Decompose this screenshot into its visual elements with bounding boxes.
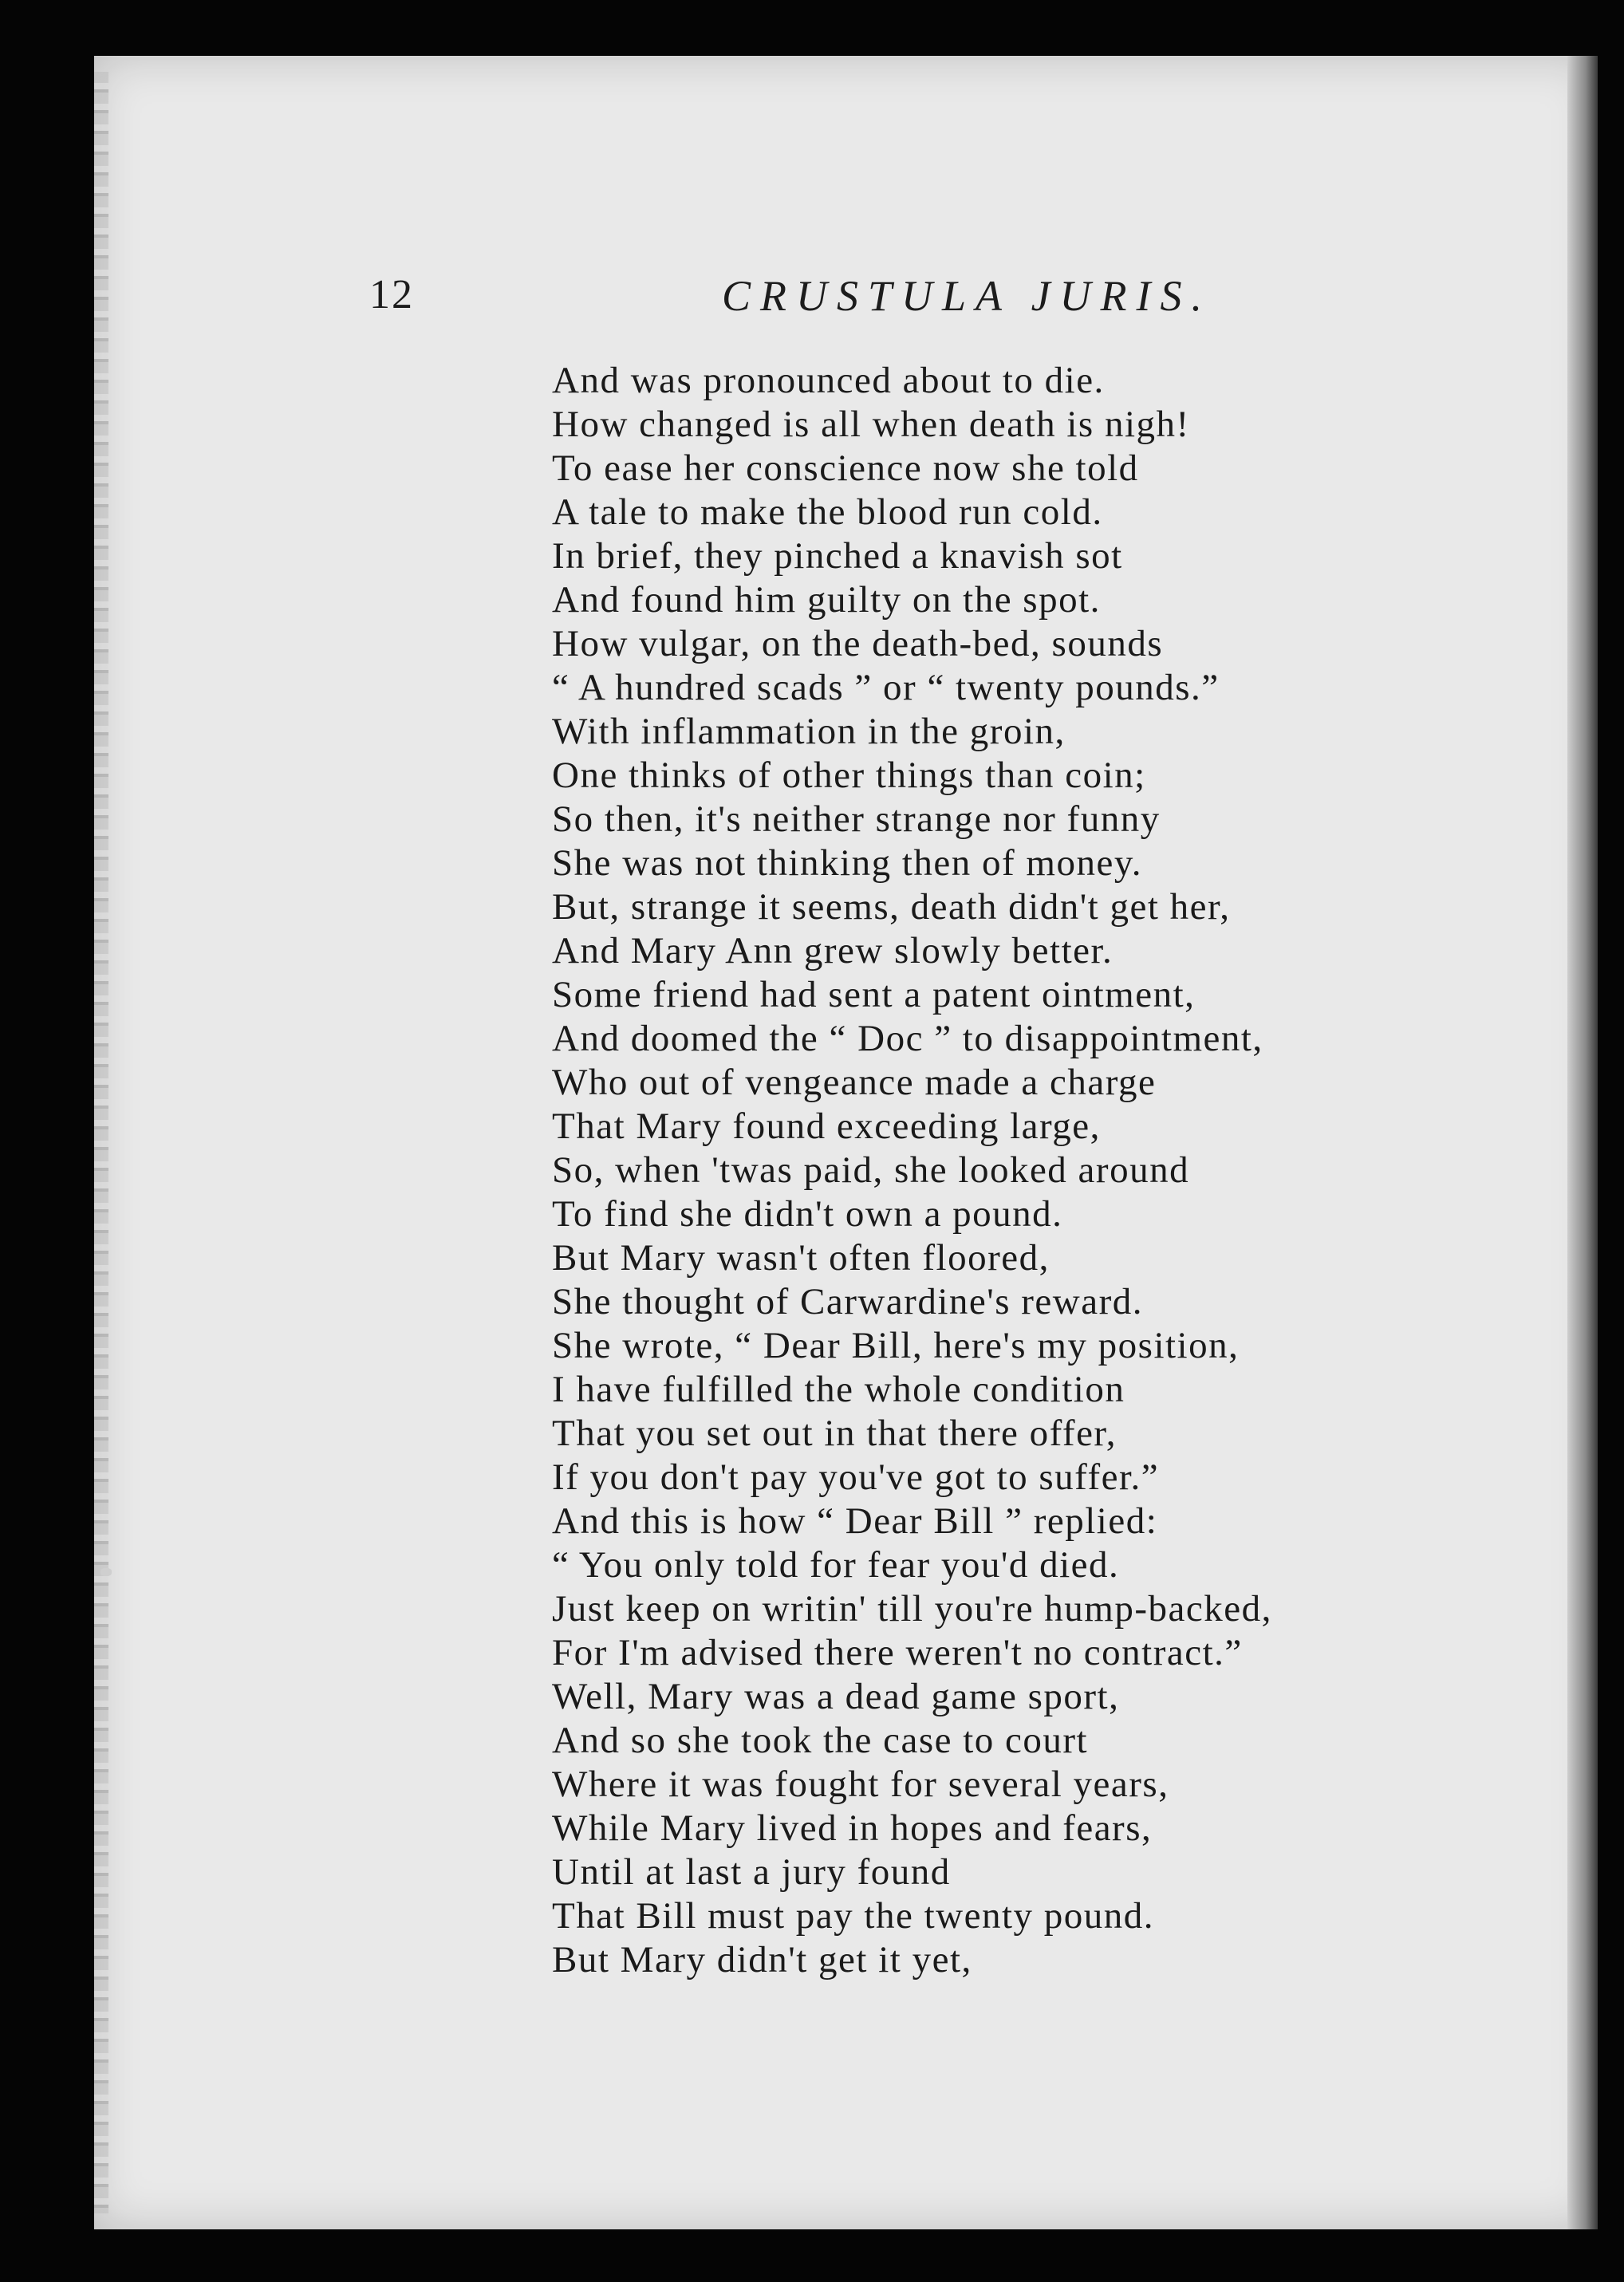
poem-line: And this is how “ Dear Bill ” replied: (552, 1500, 1158, 1542)
poem-line: And was pronounced about to die. (552, 360, 1105, 401)
poem-line: In brief, they pinched a knavish sot (552, 535, 1123, 577)
poem-line: And so she took the case to court (552, 1720, 1089, 1761)
poem-line: A tale to make the blood run cold. (552, 491, 1103, 533)
page-edge-left (94, 72, 108, 2213)
poem-line: She was not thinking then of money. (552, 842, 1143, 884)
page-header (94, 271, 1598, 343)
poem-line: She wrote, “ Dear Bill, here's my position, (552, 1325, 1240, 1366)
page-number: 12 (369, 272, 414, 317)
poem-line: That Bill must pay the twenty pound. (552, 1895, 1155, 1937)
poem-line: “ A hundred scads ” or “ twenty pounds.” (552, 667, 1220, 708)
poem-line: I have fulfilled the whole condition (552, 1369, 1125, 1410)
poem-line: Where it was fought for several years, (552, 1764, 1169, 1805)
poem-line: That Mary found exceeding large, (552, 1106, 1101, 1147)
poem-line: Some friend had sent a patent ointment, (552, 974, 1196, 1015)
poem-line: But, strange it seems, death didn't get her, (552, 886, 1231, 928)
poem-line: And Mary Ann grew slowly better. (552, 930, 1114, 972)
poem-line: But Mary didn't get it yet, (552, 1939, 972, 1980)
poem-line: So, when 'twas paid, she looked around (552, 1149, 1190, 1191)
poem-line: Until at last a jury found (552, 1851, 951, 1893)
poem-line: She thought of Carwardine's reward. (552, 1281, 1143, 1322)
poem-line: For I'm advised there weren't no contract.” (552, 1632, 1243, 1673)
scan-speck (101, 1568, 112, 1576)
poem-line: Just keep on writin' till you're hump-backed, (552, 1588, 1272, 1630)
poem-line: To find she didn't own a pound. (552, 1193, 1063, 1235)
poem-line: Who out of vengeance made a charge (552, 1062, 1157, 1103)
poem-line: If you don't pay you've got to suffer.” (552, 1456, 1160, 1498)
poem-line: “ You only told for fear you'd died. (552, 1544, 1120, 1586)
poem-text (552, 359, 1272, 1982)
poem-line: One thinks of other things than coin; (552, 755, 1146, 796)
poem-line: And found him guilty on the spot. (552, 579, 1101, 621)
poem-line: So then, it's neither strange nor funny (552, 798, 1161, 840)
poem-line: That you set out in that there offer, (552, 1413, 1117, 1454)
running-title: CRUSTULA JURIS. (722, 272, 1212, 320)
poem-line: How changed is all when death is nigh! (552, 404, 1190, 445)
poem-line: With inflammation in the groin, (552, 711, 1066, 752)
poem-line: Well, Mary was a dead game sport, (552, 1676, 1120, 1717)
poem-line: And doomed the “ Doc ” to disappointment, (552, 1018, 1263, 1059)
poem-line: While Mary lived in hopes and fears, (552, 1807, 1153, 1849)
book-page (94, 56, 1598, 2229)
page-edge-right (1567, 56, 1598, 2229)
poem-line: To ease her conscience now she told (552, 447, 1139, 489)
poem-line: But Mary wasn't often floored, (552, 1237, 1050, 1279)
poem-line: How vulgar, on the death-bed, sounds (552, 623, 1164, 664)
